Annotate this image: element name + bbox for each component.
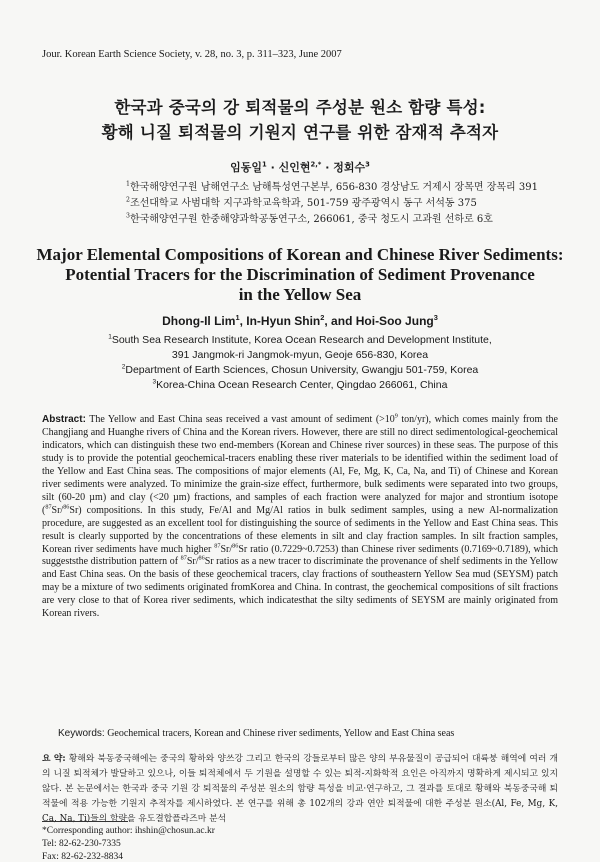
fax-footnote: Fax: 82-62-232-8834 xyxy=(42,852,124,862)
abstract-text: Sr ratios as a new tracer to discriminate the provenance of shelf sediments in the Yellow and East China seas. On the basis of these geochemical tracers, clay fractions of southeastern Yellow Sea mud (SEYSM) patch may be a mixture of two sediments originated fromKorea and China. In contrast, the geochemical compositions of silt fractions are very close to that of Korea river sediments, which indicatesthat the silty sediments of SEYSM are mainly originated from Korean rivers. xyxy=(42,556,558,620)
affiliation-number: 2 xyxy=(121,363,126,371)
abstract-text: Sr/ xyxy=(51,504,64,516)
korean-abstract xyxy=(42,752,558,827)
affiliation-text: 한국해양연구원 남해연구소 남해특성연구본부, 656-830 경상남도 거제시 장목면 장목리 391 xyxy=(129,182,538,193)
abstract-text: ton/yr), which comes mainly from the Changjiang and Huanghe rivers of China and the Korean rivers. However, there are still no direct sedimentological-geochemical indicators, which can distinguish these two end-members (Korean and Chinese river sources) in these seas. The purpose of this study is to provide the potential geochemical-tracers enabling these river materials to be identified within the sediment load of the Yellow and East China seas. The compositions of major elements (Al, Fe, Mg, K, Ca, Na, and Ti) of Chinese and Korean river sediments were analyzed. To minimize the grain-size effect, furthermore, bulk sediments were separated into two groups, silt (60-20 µm) and clay (<20 µm) fractions, and samples of each fraction were analyzed for major and strontium isotope ( xyxy=(42,414,558,516)
affiliation-number: 1 xyxy=(126,180,130,188)
english-author-1: Dhong-Il Lim xyxy=(162,314,236,328)
english-title-line-2: Potential Tracers for the Discrimination of Sediment Provenance xyxy=(65,265,535,284)
english-affiliation-1-line-2: 391 Jangmok-ri Jangmok-myun, Geoje 656-830, Korea xyxy=(171,349,429,361)
korean-author-3: 정회수 xyxy=(333,161,366,174)
abstract-superscript: 86 xyxy=(232,542,239,550)
english-affiliation-2 xyxy=(0,364,600,376)
english-abstract xyxy=(42,414,558,621)
keywords-label: Keywords: xyxy=(58,728,105,739)
english-affiliation-1-line-1 xyxy=(0,334,600,346)
abstract-superscript: 87 xyxy=(180,555,187,563)
english-author-1-mark: 1 xyxy=(235,313,240,322)
english-title-line-1: Major Elemental Compositions of Korean and Chinese River Sediments: xyxy=(36,245,564,264)
korean-affiliation-1 xyxy=(126,178,538,193)
abstract-superscript: 86 xyxy=(198,555,205,563)
affiliation-number: 1 xyxy=(108,333,112,341)
korean-abstract-text: 황해와 북동중국해에는 중국의 황하와 양쓰강 그리고 한국의 강들로부터 많은 양의 부유물질이 공급되어 대륙붕 해역에 여러 개의 니질 퇴적체가 발달하고 있으나, 이들 퇴적체에서 두 기원을 설명할 수 있는 퇴적-지화학적 요인은 아직까지 명확하게 제시되고 있지 않다. 본 논문에서는 한국과 중국 기원 강 퇴적물의 주성분 원소의 함량 특성을 비교·연구하고, 그 결과를 토대로 황해와 북동중국해 퇴적물에 적용 가능한 기원지 추적자를 제시하였다. 본 연구를 위해 총 102개의 강과 연안 퇴적물에 대한 주성분 원소(Al, Fe, Mg, K, Ca, Na, Ti)들의 함량을 유도결합플라즈마 분석 xyxy=(42,754,558,824)
korean-affiliation-2 xyxy=(126,194,477,209)
telephone-footnote: Tel: 82-62-230-7335 xyxy=(42,839,121,849)
korean-author-3-mark: 3 xyxy=(365,160,370,169)
abstract-text: Sr ratio (0.7229~0.7253) than Chinese river sediments (0.7169~0.7189), which suggeststhe distribution pattern of xyxy=(42,543,558,568)
abstract-superscript: 86 xyxy=(63,503,70,511)
keywords-text: Geochemical tracers, Korean and Chinese river sediments, Yellow and East China seas xyxy=(104,728,455,739)
affiliation-text: 조선대학교 사범대학 지구과학교육학과, 501-759 광주광역시 동구 서석동 375 xyxy=(129,198,477,209)
affiliation-text: 한국해양연구원 한중해양과학공동연구소, 266061, 중국 청도시 고과원 선하로 6호 xyxy=(129,214,493,225)
korean-title-line-2: 황해 니질 퇴적물의 기원지 연구를 위한 잠재적 추적자 xyxy=(101,123,499,142)
english-author-separator: , xyxy=(239,314,247,328)
abstract-label: Abstract: xyxy=(42,414,86,425)
abstract-text: Sr/ xyxy=(220,543,233,555)
footnote-divider xyxy=(42,821,128,822)
affiliation-number: 2 xyxy=(126,196,130,204)
affiliation-number: 3 xyxy=(152,378,157,386)
korean-title-line-1: 한국과 중국의 강 퇴적물의 주성분 원소 함량 특성: xyxy=(114,98,486,117)
affiliation-text: Department of Earth Sciences, Chosun University, Gwangju 501-759, Korea xyxy=(125,364,479,376)
english-author-3-mark: 3 xyxy=(433,313,438,322)
english-author-2-mark: 2 xyxy=(320,313,325,322)
affiliation-text: South Sea Research Institute, Korea Ocean Research and Development Institute, xyxy=(111,334,492,346)
english-author-2: In-Hyun Shin xyxy=(246,314,321,328)
english-affiliation-3 xyxy=(0,379,600,391)
korean-affiliation-3 xyxy=(126,210,493,225)
korean-author-1-mark: 1 xyxy=(262,160,267,169)
english-title-line-3: in the Yellow Sea xyxy=(238,285,362,304)
korean-author-separator: · xyxy=(266,161,279,174)
affiliation-number: 3 xyxy=(126,212,130,220)
abstract-text: Sr/ xyxy=(186,556,199,568)
abstract-superscript: 87 xyxy=(45,503,52,511)
korean-author-2: 신인현 xyxy=(278,161,311,174)
keywords xyxy=(58,728,558,739)
journal-header: Jour. Korean Earth Science Society, v. 28, no. 3, p. 311–323, June 2007 xyxy=(42,49,342,60)
abstract-text: Sr) compositions. In this study, Fe/Al and Mg/Al ratios in bulk sediment samples, using a new Al-normalization procedure, are suggested as an excellent tool for distinguishing the source of sediments in the Yellow and East China seas. This result is clearly supported by the concentrations of these elements in silt and clay fraction samples. In silt fraction samples, Korean river sediments have much higher xyxy=(42,504,558,555)
korean-author-1: 임동일 xyxy=(230,161,262,174)
korean-abstract-label: 요 약: xyxy=(42,754,66,764)
korean-author-2-mark: 2,* xyxy=(310,160,322,169)
abstract-text: The Yellow and East China seas received a vast amount of sediment (>10 xyxy=(85,414,395,425)
affiliation-text: Korea-China Ocean Research Center, Qingdao 266061, China xyxy=(156,379,448,391)
abstract-superscript: 87 xyxy=(214,542,221,550)
english-author-separator: , and xyxy=(324,314,356,328)
abstract-superscript: 9 xyxy=(394,412,398,420)
corresponding-author-footnote: *Corresponding author: ihshin@chosun.ac.kr xyxy=(42,826,215,836)
english-authors xyxy=(0,314,600,328)
english-author-3: Hoi-Soo Jung xyxy=(355,314,434,328)
korean-authors xyxy=(0,159,600,175)
korean-author-separator: · xyxy=(321,161,334,174)
